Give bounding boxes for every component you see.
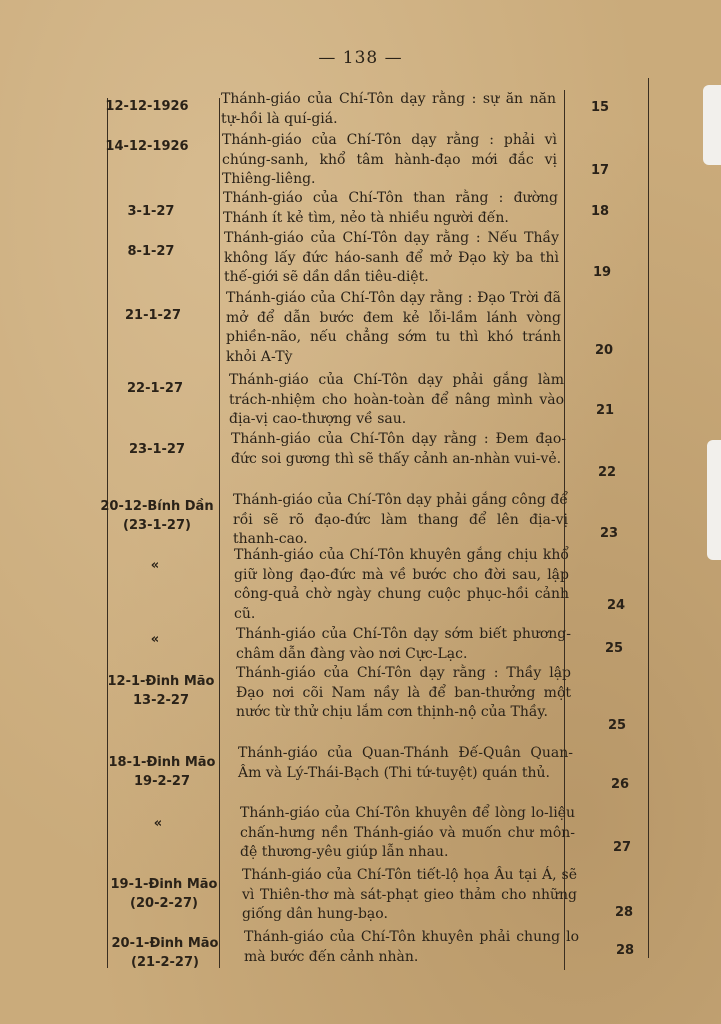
entry-page: 27: [612, 840, 632, 855]
entry-date: 3-1-27: [127, 204, 175, 219]
entry-date: 12-12-1926: [105, 99, 189, 114]
entry-text: Thánh-giáo của Chí-Tôn khuyên phải chung lo mà bước đến cảnh nhàn.: [244, 929, 579, 965]
entry-text: Thánh-giáo của Chí-Tôn than rằng : đường Thánh ít kẻ tìm, nẻo tà nhiều người đến.: [223, 190, 558, 226]
entry-page: 28: [615, 943, 635, 958]
entry-page: 25: [607, 718, 627, 733]
entry-date: 19-1-Đinh Mão (20-2-27): [110, 877, 218, 911]
entry-text: Thánh-giáo của Chí-Tôn dạy rằng : sự ăn năn tự-hồi là quí-giá.: [221, 91, 556, 127]
entry-page: 25: [604, 641, 624, 656]
entry-date: 14-12-1926: [105, 139, 189, 154]
entry-text: Thánh-giáo của Chí-Tôn dạy sớm biết phương-châm dẫn đàng vào nơi Cực-Lạc.: [236, 626, 571, 662]
entry-text: Thánh-giáo của Chí-Tôn khuyên để lòng lo-liệu chấn-hưng nền Thánh-giáo và muốn chư môn-đệ thương-yêu giúp lẫn nhau.: [240, 805, 575, 860]
entry-date: 20-1-Đinh Mão (21-2-27): [111, 936, 219, 970]
entry-date: 21-1-27: [124, 308, 182, 323]
entry-text: Thánh-giáo của Chí-Tôn dạy rằng : Đạo Trời đã mở để dẫn bước đem kẻ lỗi-lầm lánh vòng phiền-não, nếu chẳng sớm tu thì khó tránh khỏi A-Tỳ: [226, 290, 561, 365]
entry-text: Thánh-giáo của Chí-Tôn dạy rằng : Thầy lập Đạo nơi cõi Nam nầy là để ban-thưởng một nước từ thử chịu lắm cơn thịnh-nộ của Thầy.: [236, 665, 571, 720]
entry-date: 8-1-27: [127, 244, 175, 259]
entry-text: Thánh-giáo của Chí-Tôn dạy rằng : phải vì chúng-sanh, khổ tâm hành-đạo mới đắc vị Thiêng-liêng.: [222, 132, 557, 187]
entry-date: «: [150, 558, 160, 573]
entry-page: 19: [592, 265, 612, 280]
entry-page: 18: [590, 204, 610, 219]
entry-text: Thánh-giáo của Quan-Thánh Đế-Quân Quan-Âm và Lý-Thái-Bạch (Thi tứ-tuyệt) quán thủ.: [238, 745, 573, 781]
entry-page: 24: [606, 598, 626, 613]
entry-page: 21: [595, 403, 615, 418]
entry-page: 17: [590, 163, 610, 178]
entry-text: Thánh-giáo của Chí-Tôn dạy phải gắng công để rồi sẽ rõ đạo-đức làm thang để lên địa-vị thanh-cao.: [233, 492, 568, 547]
entry-date: 22-1-27: [126, 381, 184, 396]
torn-edge: [707, 440, 721, 560]
entry-page: 23: [599, 526, 619, 541]
page-number: — 138 —: [318, 48, 403, 68]
entry-date: 18-1-Đinh Mão 19-2-27: [108, 755, 216, 789]
entry-text: Thánh-giáo của Chí-Tôn dạy rằng : Đem đạo-đức soi gương thì sẽ thấy cảnh an-nhàn vui-vẻ.: [231, 431, 566, 467]
entry-page: 28: [614, 905, 634, 920]
entry-date: 23-1-27: [128, 442, 186, 457]
torn-edge: [703, 85, 721, 165]
entry-page: 26: [610, 777, 630, 792]
entry-date: 20-12-Bính Dần (23-1-27): [100, 499, 214, 533]
entry-text: Thánh-giáo của Chí-Tôn khuyên gắng chịu khổ giữ lòng đạo-đức mà về bước cho đời sau, lập công-quả chờ ngày chung cuộc phục-hồi cảnh cũ.: [234, 547, 569, 622]
entry-page: 22: [597, 465, 617, 480]
entry-date: «: [153, 816, 163, 831]
entry-date: «: [150, 632, 160, 647]
entry-text: Thánh-giáo của Chí-Tôn dạy phải gắng làm trách-nhiệm cho hoàn-toàn để nâng mình vào địa-vị cao-thượng về sau.: [229, 372, 564, 427]
entry-page: 20: [594, 343, 614, 358]
entry-text: Thánh-giáo của Chí-Tôn dạy rằng : Nếu Thầy không lấy đức háo-sanh để mở Đạo kỳ ba thì thế-giới sẽ dần dần tiêu-diệt.: [224, 230, 559, 285]
entry-text: Thánh-giáo của Chí-Tôn tiết-lộ họa Âu tại Á, sẽ vì Thiên-thơ mà sát-phạt gieo thảm cho những giống dân hung-bạo.: [242, 867, 577, 922]
column-rule-right: [648, 78, 649, 958]
entry-page: 15: [590, 100, 610, 115]
entry-date: 12-1-Đinh Mão 13-2-27: [107, 674, 215, 708]
